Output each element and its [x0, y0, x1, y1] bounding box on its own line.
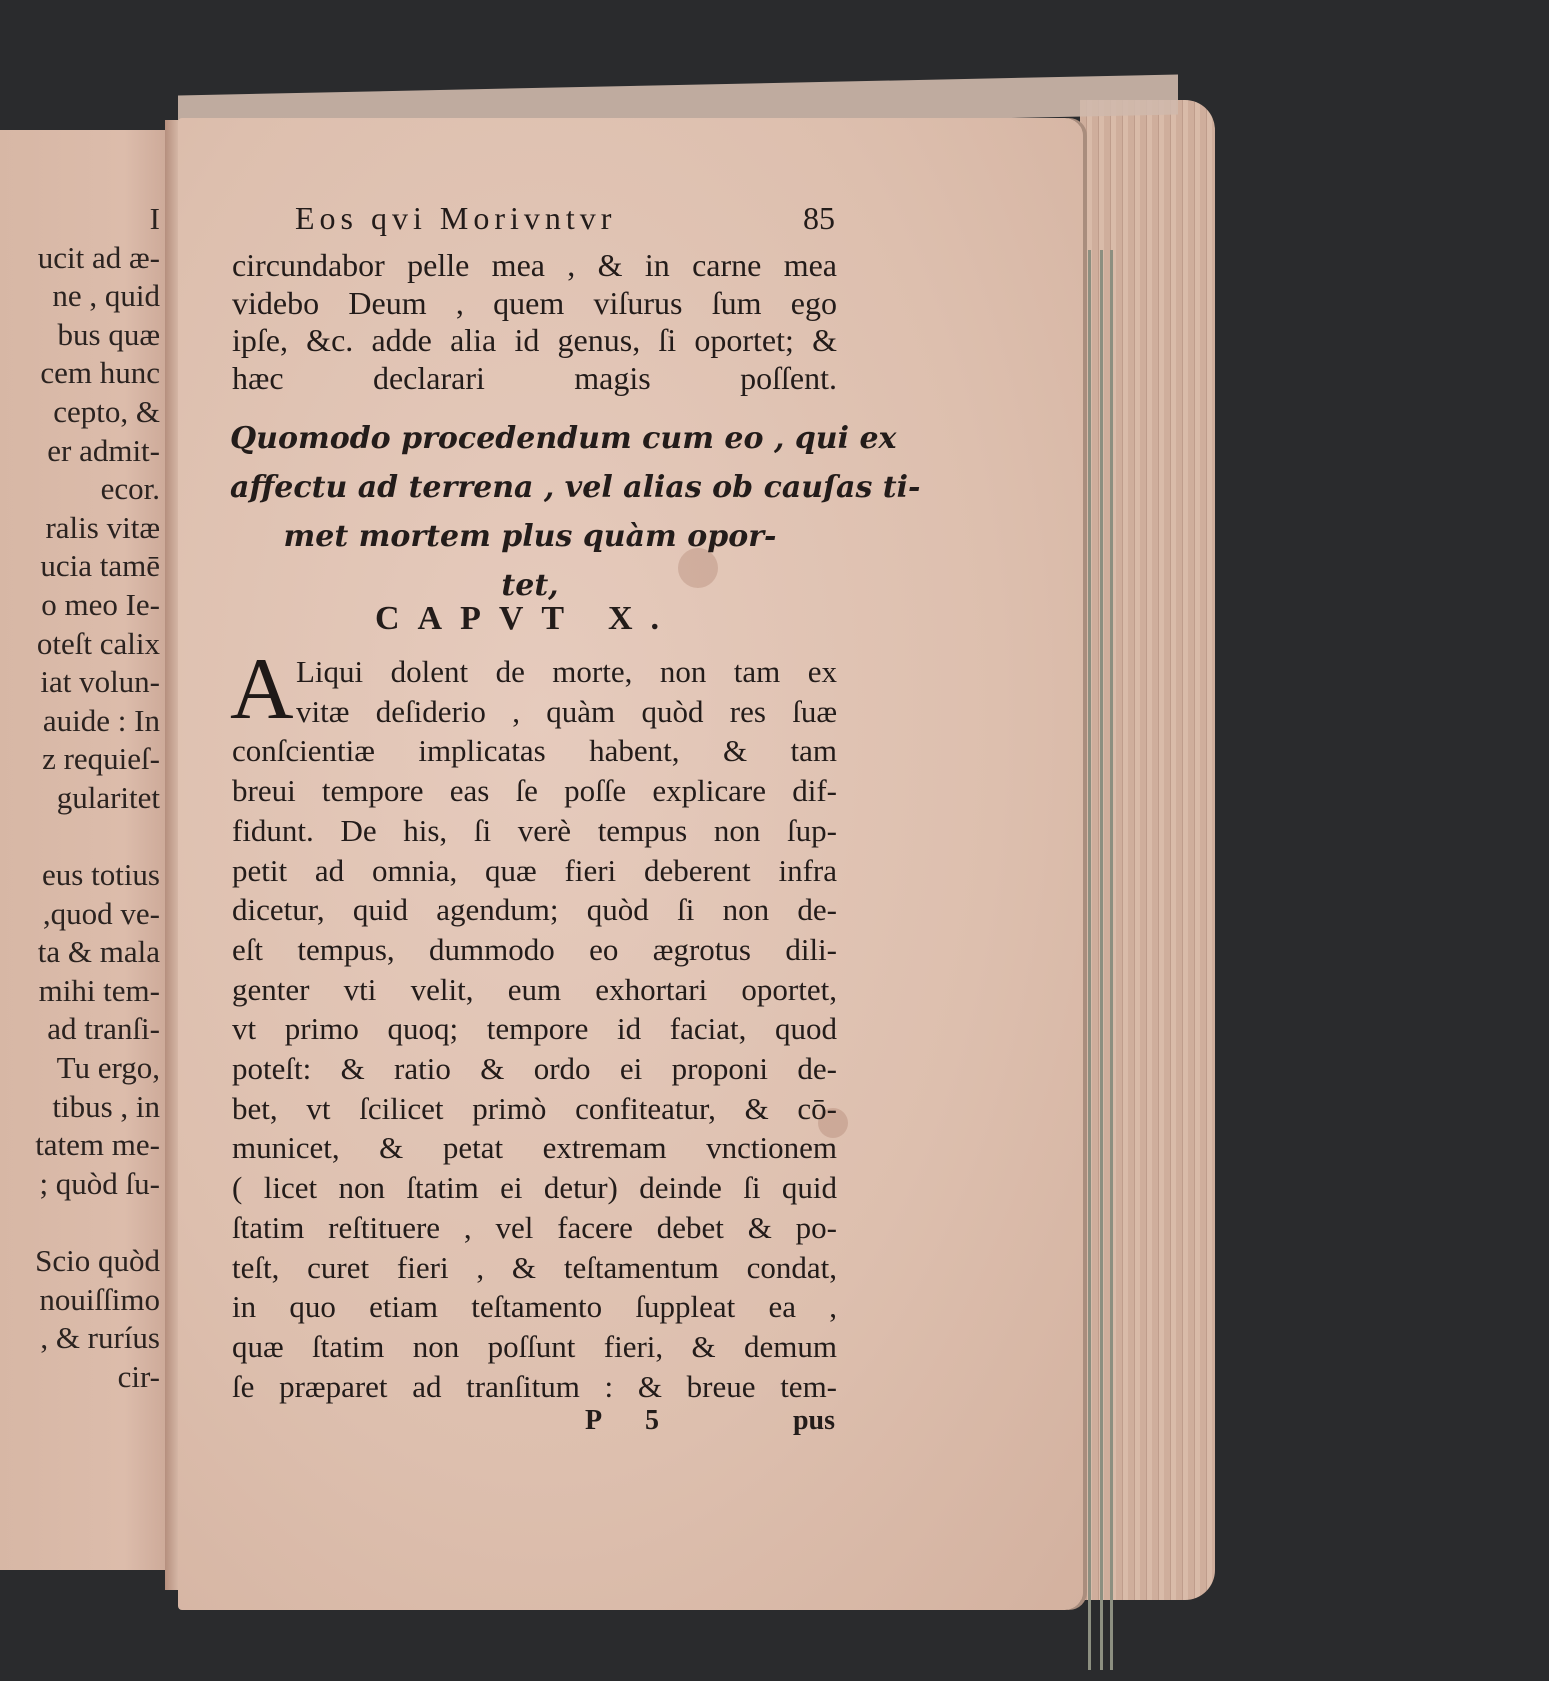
left-page-line: cir-: [117, 1358, 160, 1394]
paragraph-line: vitæ deſiderio , quàm quòd res ſuæ: [296, 693, 837, 729]
left-page-line: cepto, &: [53, 393, 160, 429]
left-page-line: ad tranſi-: [47, 1011, 160, 1047]
paragraph-line: conſcientiæ implicatas habent, & tam: [232, 733, 837, 769]
left-page-text: [0, 200, 160, 1396]
paragraph-line: breui tempore eas ſe poſſe explicare dif-: [232, 773, 837, 809]
left-page-line: nouiſſimo: [39, 1281, 160, 1317]
catchword: pus: [792, 1405, 835, 1436]
paragraph-line: vt primo quoq; tempore id faciat, quod: [232, 1011, 837, 1047]
paragraph-line: ſe præparet ad tranſitum : & breue tem-: [232, 1368, 837, 1404]
left-page-line: Tu ergo,: [56, 1050, 160, 1086]
left-page-line: ucit ad æ-: [37, 239, 160, 275]
paragraph-line: dicetur, quid agendum; quòd ſi non de-: [232, 892, 837, 928]
chapter-heading-line: met mortem plus quàm opor-: [283, 519, 777, 554]
paragraph-line: eſt tempus, dummodo eo ægrotus dili-: [232, 931, 837, 967]
page-edge-line: [1100, 250, 1103, 1670]
left-page-line: ne , quid: [52, 278, 160, 314]
paragraph-line: genter vti velit, eum exhortari oportet,: [232, 971, 837, 1007]
page-edge-line: [1088, 250, 1091, 1670]
body-line: hæc declarari magis poſſent.: [232, 359, 837, 396]
left-page-line: gularitet: [56, 779, 160, 815]
running-head: [295, 200, 835, 237]
paragraph-line: teſt, curet fieri , & teſtamentum condat,: [232, 1249, 837, 1285]
left-page-line: I: [149, 201, 160, 236]
paragraph-line: bet, vt ſcilicet primò confiteatur, & cō-: [232, 1090, 837, 1126]
body-line: videbo Deum , quem viſurus ſum ego: [232, 284, 837, 321]
left-page-line: [0, 1203, 160, 1242]
paragraph-line: Liqui dolent de morte, non tam ex: [296, 654, 837, 689]
left-page-line: mihi tem-: [38, 972, 160, 1008]
paragraph-line: in quo etiam teſtamento ſuppleat ea ,: [232, 1289, 837, 1325]
left-page-line: [0, 818, 160, 857]
paragraph-line: ſtatim reſtituere , vel facere debet & po-: [232, 1209, 837, 1245]
signature-mark: P: [585, 1405, 603, 1436]
left-page-line: auide : In: [42, 702, 160, 738]
left-page-line: bus quæ: [57, 316, 160, 352]
left-page-line: ,quod ve-: [42, 895, 160, 931]
chapter-heading-line: affectu ad terrena , vel alias ob cauſas ti-: [230, 470, 921, 505]
paragraph-line: poteſt: & ratio & ordo ei proponi de-: [232, 1051, 837, 1087]
left-page-line: ralis vitæ: [45, 509, 160, 545]
left-page-line: eus totius: [42, 857, 160, 893]
paragraph-line: fidunt. De his, ſi verè tempus non ſup-: [232, 812, 837, 848]
left-page-line: Scio quòd: [35, 1243, 160, 1279]
chapter-heading-line: Quomodo procedendum cum eo , qui ex: [230, 421, 897, 456]
paragraph-line: petit ad omnia, quæ fieri deberent infra: [232, 852, 837, 888]
chapter-heading-line: tet,: [501, 568, 559, 603]
left-page-line: er admit-: [47, 432, 160, 468]
running-head-title: Eos qvi Morivntvr: [295, 200, 617, 236]
left-page-line: oteſt calix: [36, 625, 160, 661]
left-page-line: , & ruríus: [40, 1320, 160, 1356]
body-line: ipſe, &c. adde alia id genus, ſi oportet; &: [232, 322, 837, 358]
left-page: [0, 130, 178, 1570]
signature-number: 5: [645, 1405, 659, 1436]
page-number: 85: [803, 200, 835, 236]
left-page-line: ta & mala: [37, 934, 160, 970]
body-line: circundabor pelle mea , & in carne mea: [232, 247, 837, 283]
paragraph-line: quæ ſtatim non poſſunt fieri, & demum: [232, 1328, 837, 1364]
chapter-heading: [230, 414, 921, 610]
left-page-line: ecor.: [100, 471, 160, 507]
chapter-paragraph: [230, 641, 837, 1406]
left-page-line: z requieſ-: [42, 741, 160, 777]
left-page-line: tatem me-: [35, 1127, 160, 1163]
body-text: [232, 247, 837, 397]
left-page-line: cem hunc: [40, 355, 160, 391]
page-edge-line: [1110, 250, 1113, 1670]
paragraph-line: ( licet non ſtatim ei detur) deinde ſi quid: [232, 1170, 837, 1206]
left-page-line: tibus , in: [52, 1088, 160, 1124]
paragraph-line: municet, & petat extremam vnctionem: [232, 1130, 837, 1166]
drop-capital: A: [230, 641, 294, 738]
chapter-label: CAPVT X.: [375, 600, 678, 637]
page-edges: [1080, 100, 1215, 1600]
left-page-line: ; quòd ſu-: [39, 1165, 160, 1201]
left-page-line: o meo Ie-: [41, 586, 160, 622]
left-page-line: ucia tamē: [40, 548, 160, 584]
left-page-line: iat volun-: [40, 664, 160, 700]
